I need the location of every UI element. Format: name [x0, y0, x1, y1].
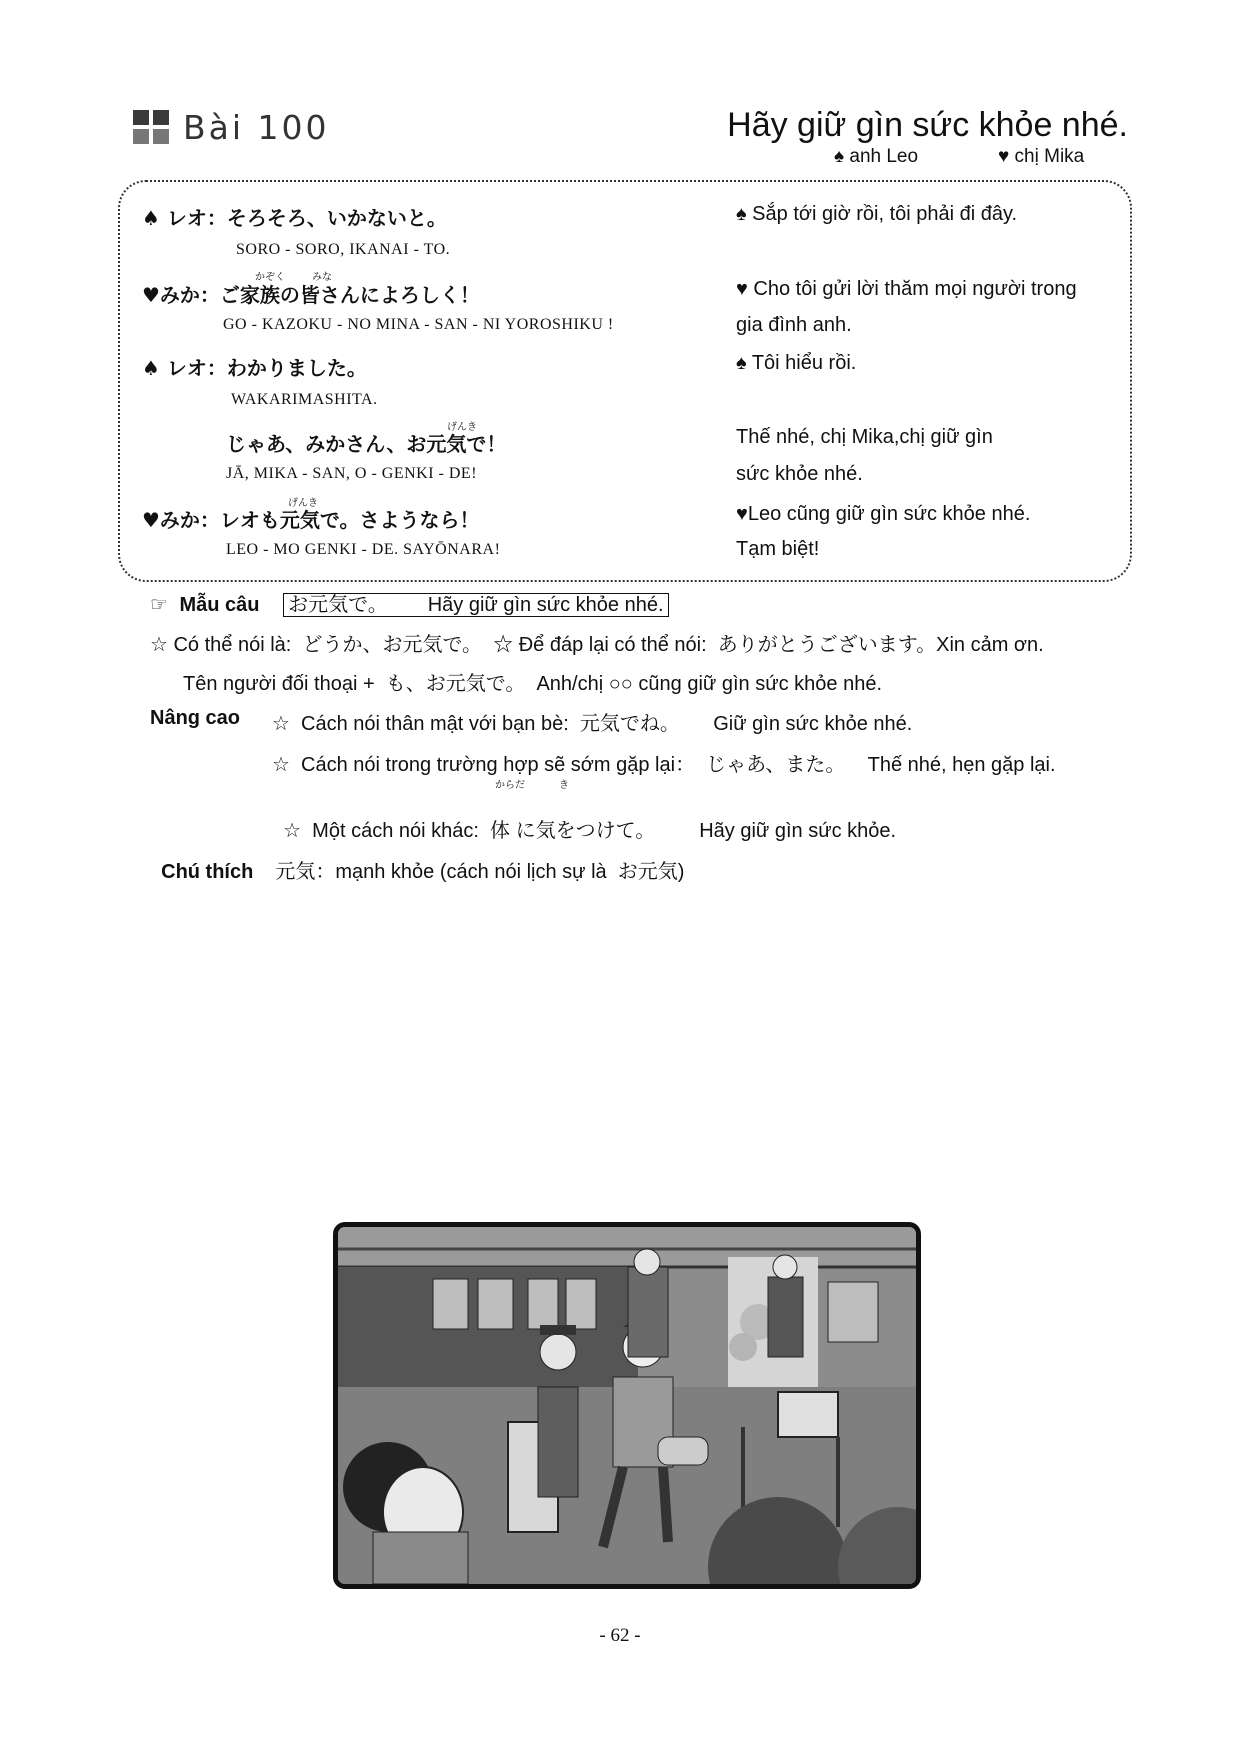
- line3-romaji: WAKARIMASHITA.: [231, 391, 378, 408]
- line2-romaji: GO - KAZOKU - NO MINA - SAN - NI YOROSHIKU !: [223, 316, 614, 333]
- alternative-line-1: ☆ Có thể nói là: どうか、お元気で。 ☆ Để đáp lại có thể nói: ありがとうございます。Xin cảm ơn.: [150, 634, 1044, 656]
- line1-japanese: ♠ レオ：そろそろ、いかないと。: [142, 206, 447, 230]
- advanced-line-1: ☆ Cách nói thân mật với bạn bè: 元気でね。 Giữ gìn sức khỏe nhé.: [272, 713, 913, 735]
- station-illustration: [333, 1222, 921, 1589]
- line5-furigana: げんき: [288, 498, 318, 509]
- line2-furigana-kazoku: かぞく: [255, 272, 285, 283]
- line5-japanese: ♥みか：レオも元気で。さようなら！: [142, 508, 480, 532]
- pattern-box: [283, 593, 668, 617]
- lesson-number: Bài 100: [183, 108, 330, 147]
- station-scene: [338, 1227, 916, 1584]
- lesson-icon: [133, 110, 171, 144]
- line2-vietnamese-a: ♥ Cho tôi gửi lời thăm mọi người trong: [736, 278, 1077, 300]
- line5-vietnamese-b: Tạm biệt!: [736, 538, 820, 560]
- pointing-hand-icon: ☞: [150, 594, 168, 616]
- line5-romaji: LEO - MO GENKI - DE. SAYŌNARA!: [226, 541, 501, 558]
- character-mika: ♥ chị Mika: [998, 146, 1085, 167]
- line4-vietnamese-a: Thế nhé, chị Mika,chị giữ gìn: [736, 426, 993, 448]
- line1-romaji: SORO - SORO, IKANAI - TO.: [236, 241, 451, 258]
- line5-vietnamese-a: ♥Leo cũng giữ gìn sức khỏe nhé.: [736, 503, 1031, 525]
- lesson-title: Hãy giữ gìn sức khỏe nhé.: [727, 106, 1128, 144]
- pattern-row: [150, 588, 669, 617]
- line2-vietnamese-b: gia đình anh.: [736, 314, 852, 336]
- pattern-vietnamese: Hãy giữ gìn sức khỏe nhé.: [427, 594, 664, 616]
- line2-japanese: ♥みか：ご家族の皆さんによろしく！: [142, 283, 480, 307]
- advanced-furigana-karada: からだ: [495, 780, 525, 791]
- advanced-line-3-label: ☆ Một cách nói khác:: [283, 820, 491, 842]
- line3-vietnamese: ♠ Tôi hiểu rồi.: [736, 352, 857, 374]
- alternative-line-2: Tên người đối thoại + も、お元気で。 Anh/chị ○○ cũng giữ gìn sức khỏe nhé.: [183, 673, 883, 695]
- line1-vietnamese: ♠ Sắp tới giờ rồi, tôi phải đi đây.: [736, 203, 1018, 225]
- pattern-label: Mẫu câu: [179, 594, 260, 616]
- advanced-furigana-ki: き: [559, 780, 569, 791]
- advanced-line-3-japanese: 体 に気をつけて。: [490, 820, 656, 842]
- advanced-line-2: ☆ Cách nói trong trường hợp sẽ sớm gặp lại： じゃあ、また。 Thế nhé, hẹn gặp lại.: [272, 754, 1056, 776]
- advanced-line-3-vietnamese: Hãy giữ gìn sức khỏe.: [699, 820, 897, 842]
- note-label: Chú thích: [161, 861, 254, 883]
- note-text: 元気：mạnh khỏe (cách nói lịch sự là お元気): [275, 861, 685, 883]
- line3-japanese: ♠ レオ：わかりました。: [142, 356, 367, 380]
- line4-japanese: じゃあ、みかさん、お元気で！: [226, 432, 507, 456]
- advanced-label: Nâng cao: [150, 707, 241, 729]
- pattern-japanese: お元気で。: [288, 594, 388, 616]
- page-number: - 62 -: [599, 1625, 641, 1646]
- line2-furigana-mina: みな: [312, 272, 332, 283]
- line4-furigana: げんき: [447, 422, 477, 433]
- line4-vietnamese-b: sức khỏe nhé.: [736, 463, 863, 485]
- character-leo: ♠ anh Leo: [834, 146, 919, 167]
- line4-romaji: JĀ, MIKA - SAN, O - GENKI - DE!: [226, 465, 478, 482]
- note-row: [150, 832, 684, 884]
